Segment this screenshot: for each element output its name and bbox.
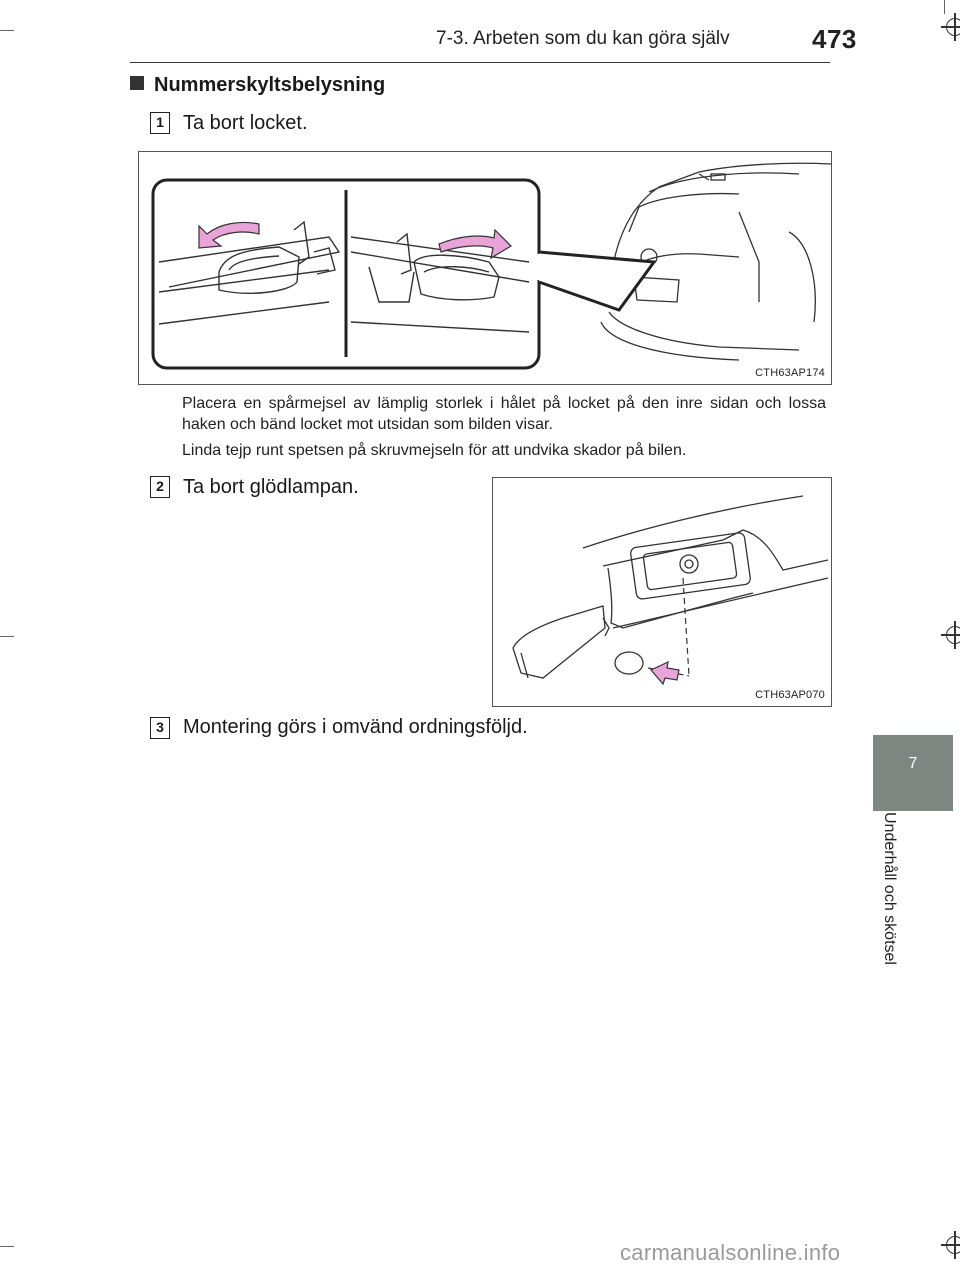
watermark: carmanualsonline.info — [620, 1240, 841, 1265]
crop-mark — [0, 30, 14, 31]
section-title: Nummerskyltsbelysning — [154, 74, 386, 96]
instruction-note: Placera en spårmejsel av lämplig storlek i hålet på locket på den inre sidan och lossa haken och bänd locket mot utsidan som bilden visar. — [182, 395, 826, 433]
instruction-subnote: Linda tejp runt spetsen på skruvmejseln för att undvika skador på bilen. — [182, 442, 687, 459]
figure-code: CTH63AP174 — [755, 367, 825, 379]
header-divider — [130, 62, 830, 63]
page-number: 473 — [812, 24, 857, 54]
registration-mark-icon — [946, 626, 960, 644]
registration-mark-icon — [946, 18, 960, 36]
figure-code: CTH63AP070 — [755, 689, 825, 701]
bulb-removal-illustration — [493, 478, 832, 707]
step-badge-3: 3 — [150, 717, 170, 739]
figure-remove-cover — [138, 151, 832, 385]
step-text-2: Ta bort glödlampan. — [183, 476, 359, 498]
cover-removal-illustration — [139, 152, 832, 385]
square-bullet-icon — [130, 76, 144, 90]
crop-mark — [944, 0, 945, 14]
step-text-3: Montering görs i omvänd ordningsföljd. — [183, 716, 528, 738]
step-badge-2: 2 — [150, 476, 170, 498]
section-heading — [130, 74, 385, 97]
step-badge-1: 1 — [150, 112, 170, 134]
registration-mark-icon — [946, 1236, 960, 1254]
crop-mark — [0, 1246, 14, 1247]
step-text-1: Ta bort locket. — [183, 112, 308, 134]
figure-remove-bulb — [492, 477, 832, 707]
chapter-tab-number: 7 — [908, 755, 918, 772]
chapter-tab-label: Underhåll och skötsel — [881, 812, 898, 965]
chapter-title: 7-3. Arbeten som du kan göra själv — [436, 28, 730, 49]
crop-mark — [0, 636, 14, 637]
